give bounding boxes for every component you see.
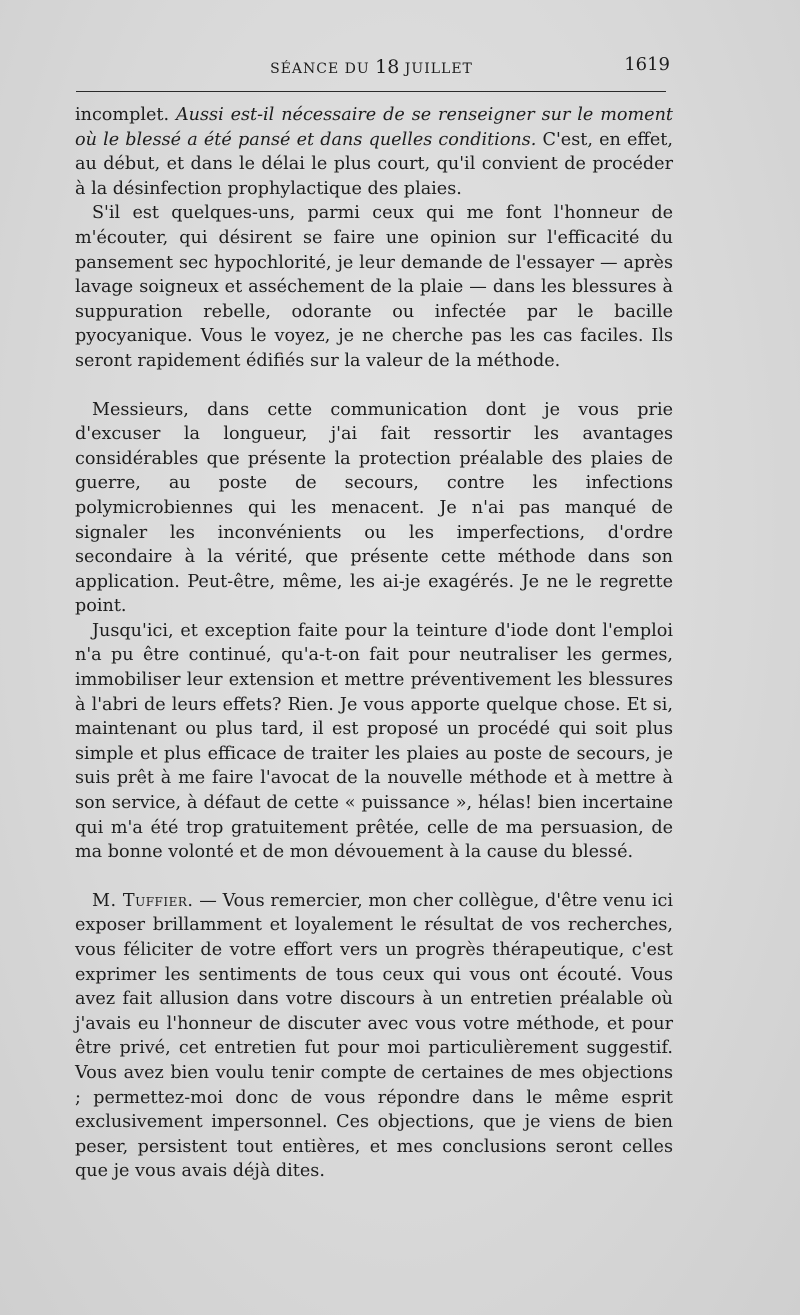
running-title-suffix: JUILLET (404, 61, 473, 77)
paragraph-3: Messieurs, dans cette communication dont je vous prie d'excuser la longueur, j'ai fait ressortir les avantages considérables que présente la protection préalable des plaies de guerre, au poste de secours, contre les infections polymicrobiennes qui les menacent. Je n'ai pas manqué de signaler les inconvénients ou les imperfections, d'ordre secondaire à la vérité, que présente cette méthode dans son application. Peut-être, même, les ai-je exagérés. Je ne le regrette point. (75, 399, 673, 617)
page-number: 1619 (624, 54, 670, 75)
running-title-prefix: SÉANCE DU (270, 61, 370, 77)
paragraph-4: Jusqu'ici, et exception faite pour la teinture d'iode dont l'emploi n'a pu être continué, qu'a-t-on fait pour neutraliser les germes, immobiliser leur extension et mettre préventivement les blessures à l'abri de leurs effets? Rien. Je vous apporte quelque chose. Et si, maintenant ou plus tard, il est proposé un procédé qui soit plus simple et plus efficace de traiter les plaies au poste de secours, je suis prêt à me faire l'avocat de la nouvelle méthode et à mettre à son service, à défaut de cette « puissance », hélas! bien incertaine qui m'a été trop gratuitement prêtée, celle de ma persuasion, de ma bonne volonté et de mon dévouement à la cause du blessé. (75, 620, 673, 863)
paragraph-5-text: — Vous remercier, mon cher collègue, d'être venu ici exposer brillamment et loyalement le résultat de vos recherches, vous féliciter de votre effort vers un progrès thérapeutique, c'est exprimer les sentiments de tous ceux qui vous ont écouté. Vous avez fait allusion dans votre discours à un entretien préalable où j'avais eu l'honneur de discuter avec vous votre méthode, et pour être privé, cet entretien fut pour moi particulièrement suggestif. Vous avez bien voulu tenir compte de certaines de mes objections ; permettez-moi donc de vous répondre dans le même esprit exclusivement impersonnel. Ces objections, que je viens de bien peser, persistent tout entières, et mes conclusions seront celles que je vous avais déjà dites. (75, 890, 673, 1182)
paragraph-2: S'il est quelques-uns, parmi ceux qui me font l'honneur de m'écouter, qui désirent se faire une opinion sur l'efficacité du pansement sec hypochlorité, je leur demande de l'essayer — après lavage soigneux et asséchement de la plaie — dans les blessures à suppuration rebelle, odorante ou infectée par le bacille pyocyanique. Vous le voyez, je ne cherche pas les cas faciles. Ils seront rapidement édifiés sur la valeur de la méthode. (75, 203, 673, 371)
running-title-day: 18 (375, 56, 400, 78)
speaker-name: M. Tuffier. (92, 890, 194, 911)
header-rule (76, 91, 666, 92)
paragraph-1-end: C'est, en effet, au début, et dans le délai le plus court, qu'il convient de procéder à la désinfection prophylactique des plaies. (75, 129, 673, 199)
page-header (75, 52, 668, 76)
page-body (75, 103, 673, 1184)
paragraph-1 (75, 103, 673, 201)
paragraph-1-italic: Aussi est-il nécessaire de se renseigner sur le moment où le blessé a été pansé et dans quelles conditions. (75, 105, 673, 150)
running-title (75, 56, 668, 78)
paragraph-1-start: incomplet. (75, 105, 176, 125)
paragraph-5 (75, 889, 673, 1184)
